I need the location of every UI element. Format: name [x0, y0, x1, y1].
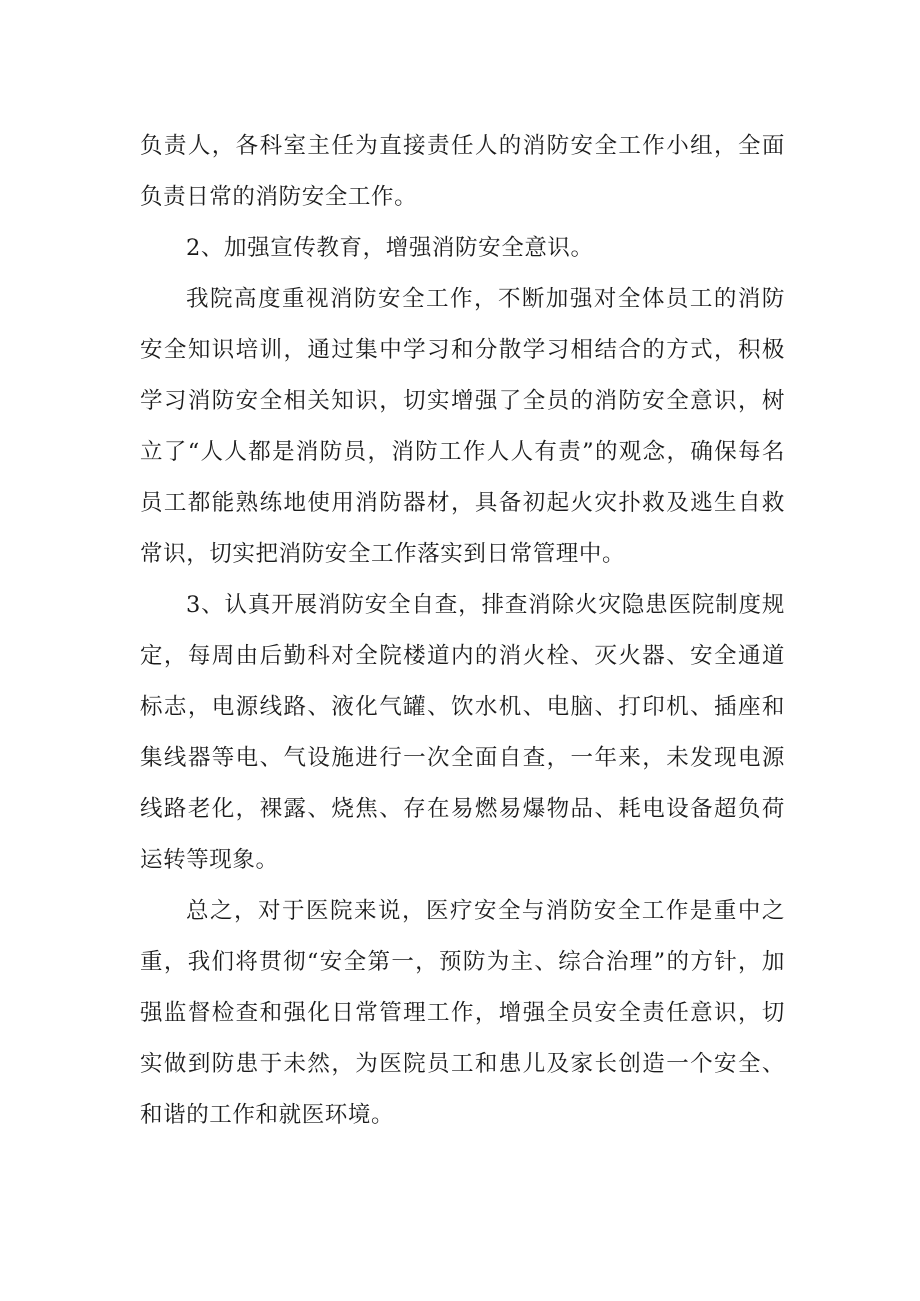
paragraph-heading-3-self-inspection: 3、认真开展消防安全自查，排查消除火灾隐患医院制度规定，每周由后勤科对全院楼道内的消火栓、灭火器、安全通道标志，电源线路、液化气罐、饮水机、电脑、打印机、插座和集线器等电、气设施进行一次全面自查，一年来，未发现电源线路老化，裸露、烧焦、存在易燃易爆物品、耗电设备超负荷运转等现象。	[140, 592, 785, 873]
paragraph-continuation: 负责人，各科室主任为直接责任人的消防安全工作小组，全面负责日常的消防安全工作。	[140, 133, 785, 210]
paragraph-conclusion: 总之，对于医院来说，医疗安全与消防安全工作是重中之重，我们将贯彻“安全第一，预防为主、综合治理”的方针，加强监督检查和强化日常管理工作，增强全员安全责任意识，切实做到防患于未然，为医院员工和患儿及家长创造一个安全、和谐的工作和就医环境。	[140, 898, 785, 1128]
document-body	[140, 121, 785, 1141]
paragraph-heading-2: 2、加强宣传教育，增强消防安全意识。	[186, 235, 594, 261]
paragraph-training: 我院高度重视消防安全工作，不断加强对全体员工的消防安全知识培训，通过集中学习和分散学习相结合的方式，积极学习消防安全相关知识，切实增强了全员的消防安全意识，树立了“人人都是消防员，消防工作人人有责”的观念，确保每名员工都能熟练地使用消防器材，具备初起火灾扑救及逃生自救常识，切实把消防安全工作落实到日常管理中。	[140, 286, 785, 567]
